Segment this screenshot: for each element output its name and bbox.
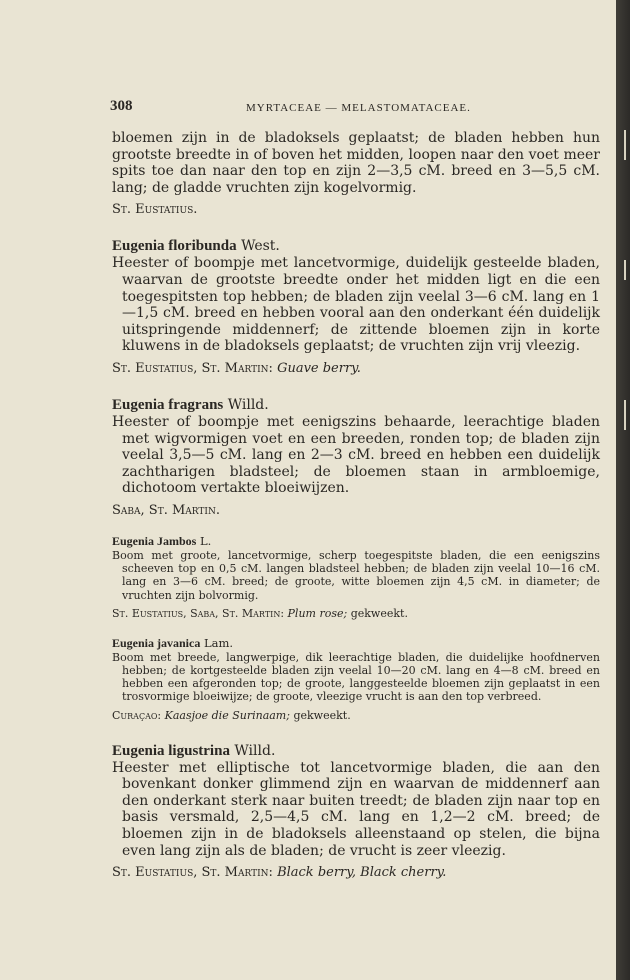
species-title [112, 742, 600, 760]
species-author: Lam. [204, 635, 234, 650]
species-locality: Saba, St. Martin. [112, 502, 220, 518]
species-entry [112, 534, 600, 620]
species-author: West. [241, 238, 280, 255]
species-description: Heester met elliptische tot lancetvormige bladen, die aan den bovenkant donker glimmend zijn en waarvan de middennerf aan den onderkant sterk naar buiten treedt; de bladen zijn naar top en basis versmald, 2,5—4,5 cM. lang en 1,2—2 cM. breed; de bloemen zijn in de bladoksels alleenstaand op stelen, die bijna even lang zijn als de bladen; de vrucht is zeer vleezig. [112, 759, 600, 859]
species-locality: St. Eustatius, St. Martin: [112, 360, 273, 376]
species-title [112, 636, 600, 651]
species-title [112, 396, 600, 414]
species-vernacular: Plum rose; [287, 606, 348, 620]
species-entry [112, 396, 600, 518]
species-locality: St. Eustatius, Saba, St. Martin: [112, 606, 285, 620]
species-locality-line [112, 865, 600, 880]
species-title [112, 237, 600, 255]
page-content [112, 130, 600, 880]
species-entry [112, 237, 600, 376]
running-head: MYRTACEAE — MELASTOMATACEAE. [246, 102, 471, 114]
page-header [110, 98, 600, 118]
intro-text: bloemen zijn in de bladoksels geplaatst; de bladen hebben hun grootste breedte in of boven het midden, loopen naar den voet meer spits toe dan naar den top en zijn 2—3,5 cM. breed en 3—5,5 cM. lang; de gladde vruchten zijn kogelvormig. [112, 130, 600, 196]
species-vernacular: Guave berry. [277, 360, 361, 376]
species-note: gekweekt. [293, 708, 351, 722]
species-name: Eugenia Jambos [112, 533, 197, 548]
species-name: Eugenia fragrans [112, 396, 224, 413]
species-locality: St. Eustatius, St. Martin: [112, 865, 273, 881]
edge-mark [624, 400, 626, 430]
species-locality: Curaçao: [112, 708, 162, 722]
species-locality-line [112, 503, 600, 518]
intro-locality: St. Eustatius. [112, 202, 198, 218]
species-locality-line [112, 709, 600, 722]
species-note: gekweekt. [350, 606, 408, 620]
species-vernacular: Kaasjoe die Surinaam; [164, 708, 290, 722]
species-description: Boom met breede, langwerpige, dik leerachtige bladen, die duidelijke hoofdnerven hebben; de kortgesteelde bladen zijn veelal 10—20 cM. lang en 4—8 cM. breed en hebben een afgeronden top; de groote, langgesteelde bloemen zijn geplaatst in een trosvormige bloeiwijze; de groote, vleezige vrucht is aan den top verbreed. [112, 650, 600, 704]
species-title [112, 534, 600, 549]
species-entry [112, 742, 600, 881]
intro-block [112, 130, 600, 217]
edge-mark [624, 260, 626, 280]
species-locality-line [112, 607, 600, 620]
species-author: Willd. [227, 396, 269, 413]
species-author: Willd. [234, 742, 276, 759]
edge-mark [624, 130, 626, 160]
species-description: Boom met groote, lancetvormige, scherp toegespitste bladen, die een eenigszins scheeven top en 0,5 cM. langen bladsteel hebben; de bladen zijn veelal 10—16 cM. lang en 3—6 cM. breed; de groote, witte bloemen zijn 4,5 cM. in diameter; de vruchten zijn bolvormig. [112, 548, 600, 602]
species-locality-line [112, 361, 600, 376]
species-name: Eugenia floribunda [112, 238, 237, 255]
species-entry [112, 636, 600, 722]
species-description: Heester of boompje met lancetvormige, duidelijk gesteelde bladen, waarvan de grootste breedte onder het midden ligt en die een toegespitsten top hebben; de bladen zijn veelal 3—6 cM. lang en 1—1,5 cM. breed en hebben vooral aan den onderkant één duidelijk uitspringende middennerf; de zittende bloemen zijn in korte kluwens in de bladoksels geplaatst; de vruchten zijn vrij vleezig. [112, 255, 600, 355]
page-number: 308 [110, 98, 133, 114]
book-edge [616, 0, 630, 980]
species-description: Heester of boompje met eenigszins behaarde, leerachtige bladen met wigvormigen voet en een breeden, ronden top; de bladen zijn veelal 3,5—5 cM. lang en 2—3 cM. breed en hebben een duidelijk zachtharigen bladsteel; de bloemen staan in armbloemige, dichotoom vertakte bloeiwijzen. [112, 413, 600, 497]
species-vernacular: Black berry, Black cherry. [277, 865, 447, 881]
species-name: Eugenia javanica [112, 635, 201, 650]
species-name: Eugenia ligustrina [112, 742, 230, 759]
species-author: L. [200, 533, 212, 548]
